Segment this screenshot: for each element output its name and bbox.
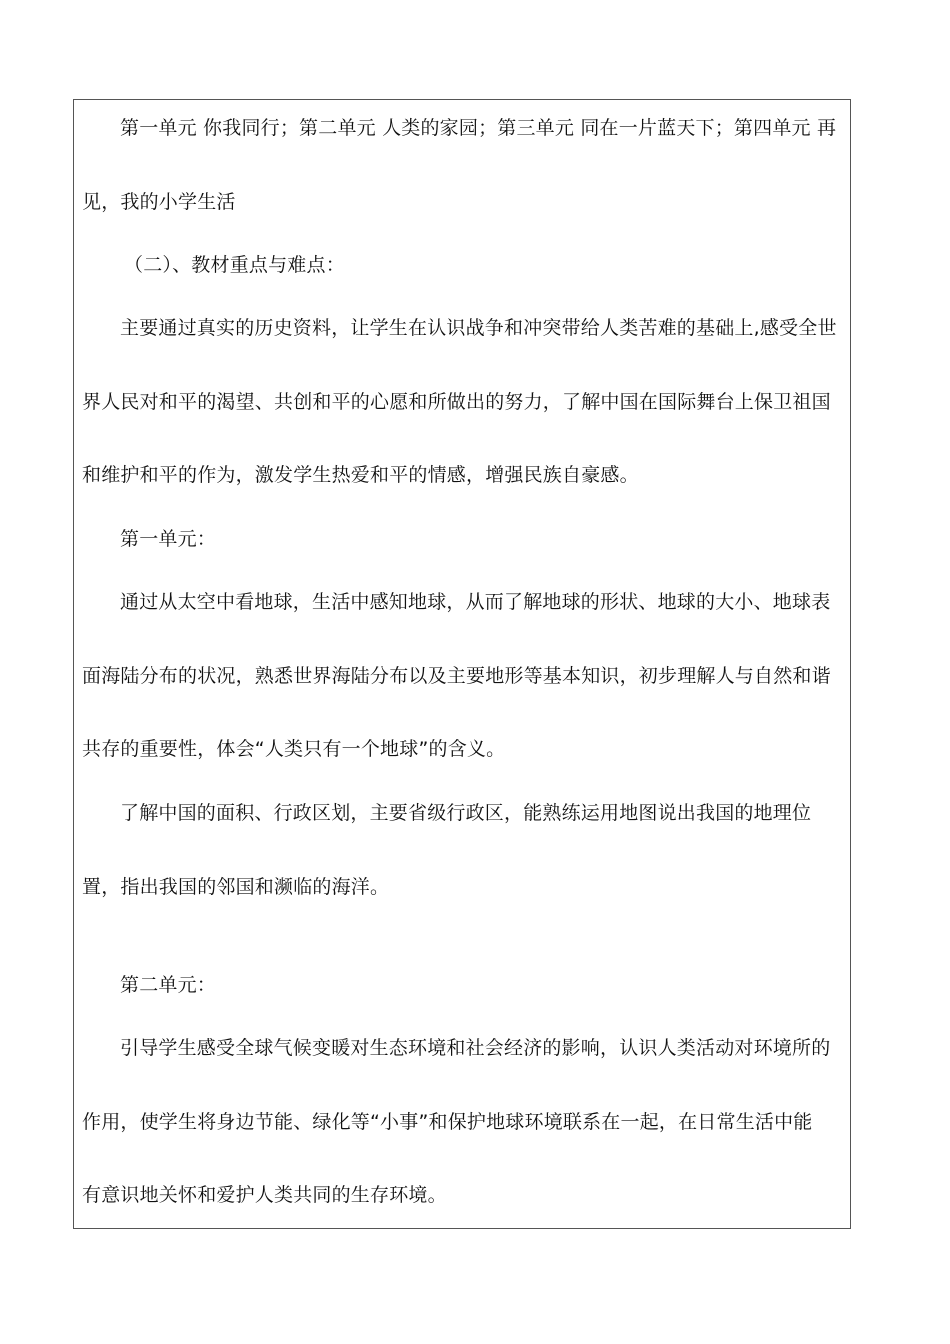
unit-one-line-3: 共存的重要性，体会“人类只有一个地球”的含义。 (82, 738, 506, 760)
section-heading-key-points: （二）、教材重点与难点： (124, 254, 345, 276)
unit-two-line-1: 引导学生感受全球气候变暖对生态环境和社会经济的影响，认识人类活动对环境所的 (120, 1037, 831, 1059)
unit-one-line-1: 通过从太空中看地球，生活中感知地球，从而了解地球的形状、地球的大小、地球表 (120, 591, 831, 613)
unit-two-line-3: 有意识地关怀和爱护人类共同的生存环境。 (82, 1184, 447, 1206)
units-list-line-1: 第一单元 你我同行；第二单元 人类的家园；第三单元 同在一片蓝天下；第四单元 再 (120, 117, 837, 139)
unit-two-line-2: 作用，使学生将身边节能、绿化等“小事”和保护地球环境联系在一起，在日常生活中能 (82, 1111, 813, 1133)
document-page-box (73, 99, 851, 1229)
key-points-line-3: 和维护和平的作为，激发学生热爱和平的情感，增强民族自豪感。 (82, 464, 639, 486)
units-list-line-2: 见，我的小学生活 (82, 191, 236, 213)
unit-one-heading: 第一单元： (120, 528, 217, 550)
unit-two-heading: 第二单元： (120, 974, 217, 996)
key-points-line-1: 主要通过真实的历史资料，让学生在认识战争和冲突带给人类苦难的基础上,感受全世 (120, 317, 837, 339)
unit-one-china-line-2: 置，指出我国的邻国和濒临的海洋。 (82, 876, 390, 898)
key-points-line-2: 界人民对和平的渴望、共创和平的心愿和所做出的努力，了解中国在国际舞台上保卫祖国 (82, 391, 831, 413)
unit-one-line-2: 面海陆分布的状况，熟悉世界海陆分布以及主要地形等基本知识，初步理解人与自然和谐 (82, 665, 831, 687)
unit-one-china-line-1: 了解中国的面积、行政区划，主要省级行政区，能熟练运用地图说出我国的地理位 (120, 802, 812, 824)
